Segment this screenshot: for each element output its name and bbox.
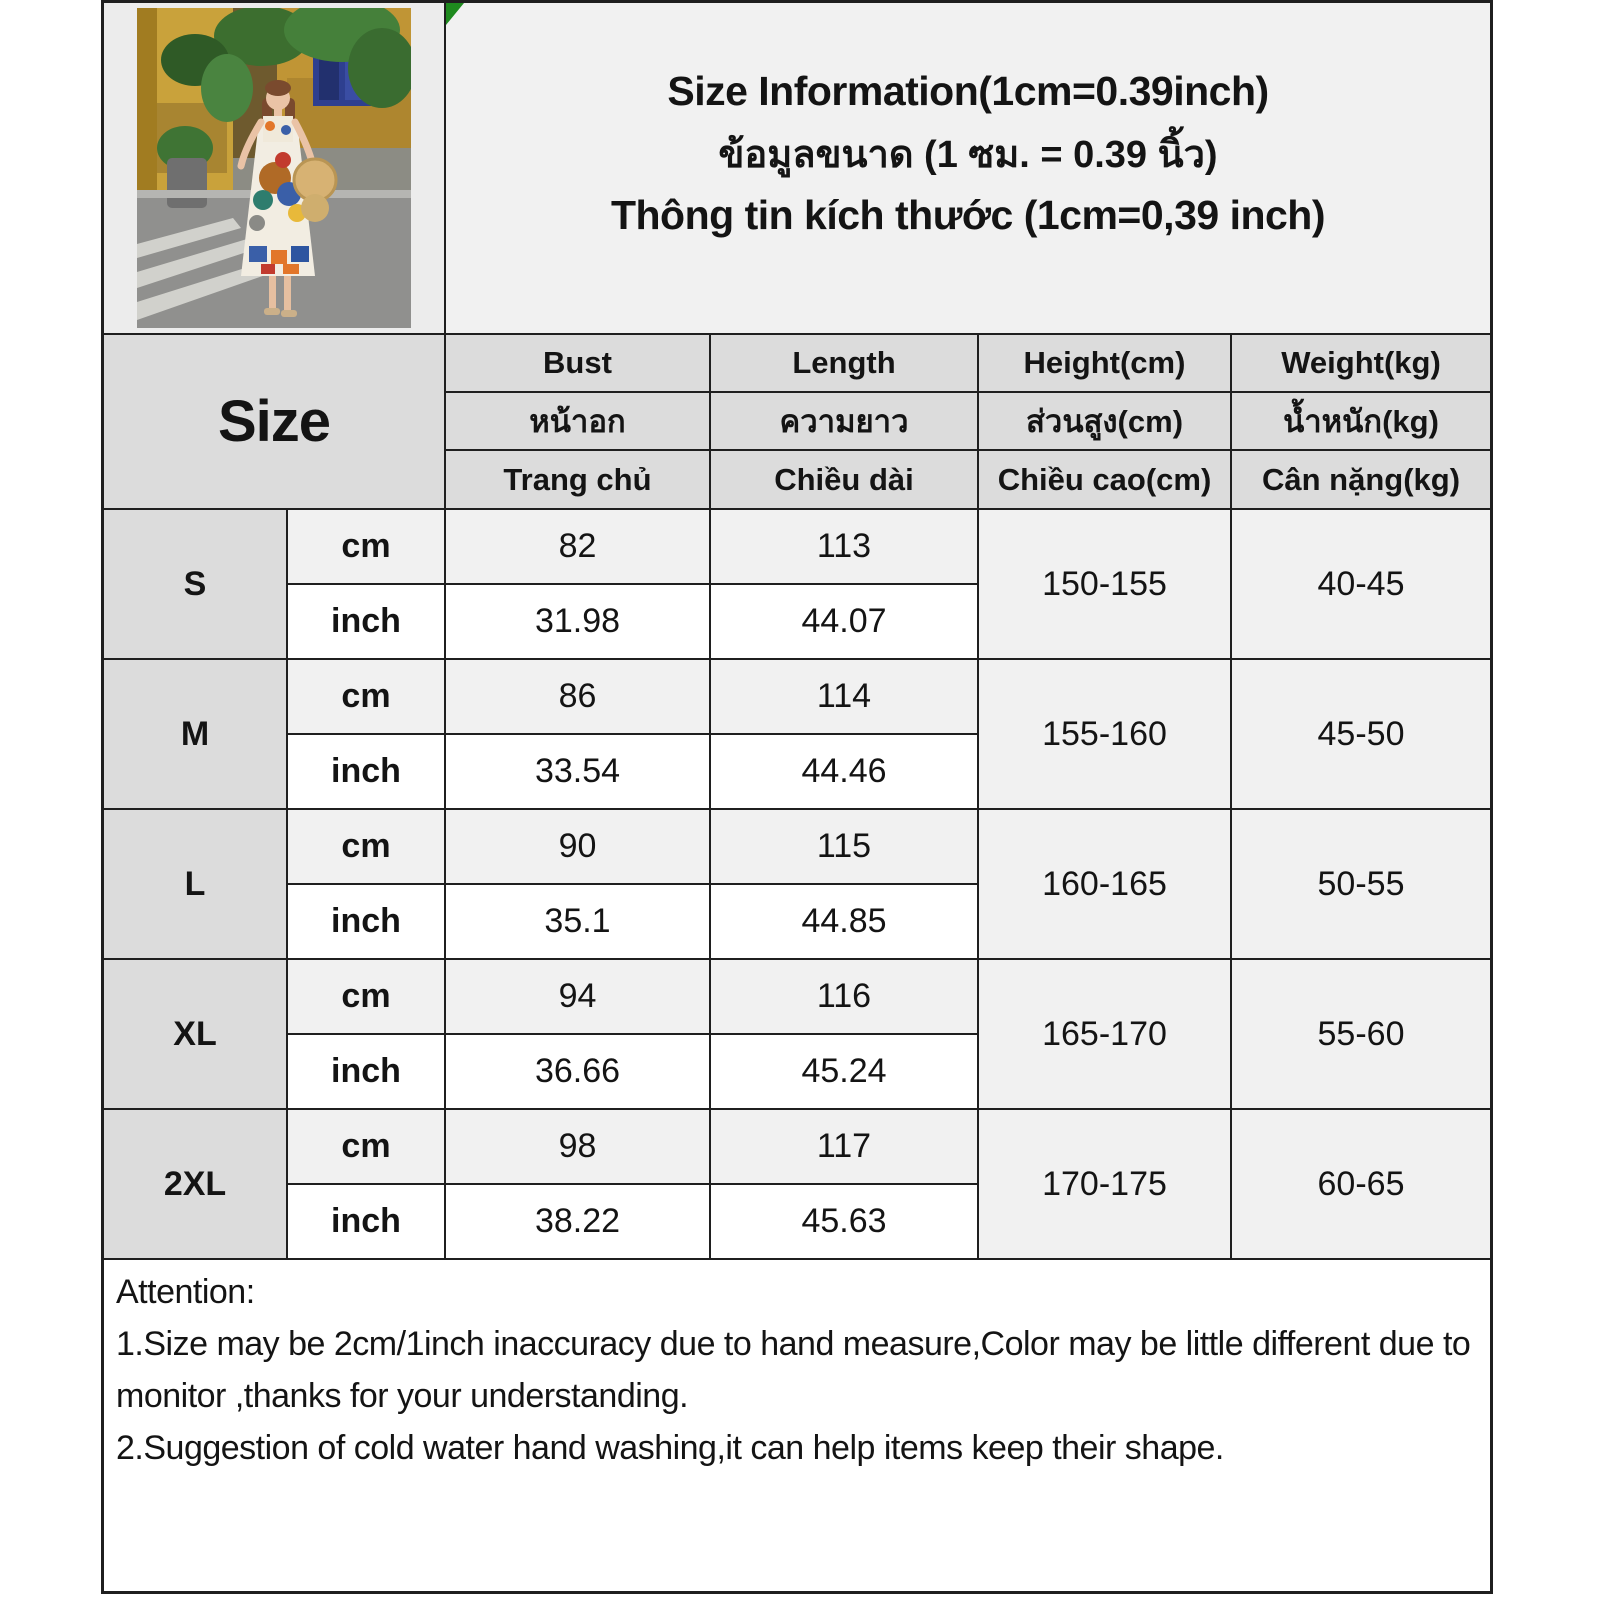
length-inch-value: 44.85 [711,885,977,958]
product-photo [137,8,411,328]
header-bust-th: หน้าอก [446,393,709,449]
bust-cm-value: 90 [446,810,709,883]
title-english: Size Information(1cm=0.39inch) [667,67,1269,114]
length-cm-value: 116 [711,960,977,1033]
unit-cm-label: cm [288,1110,444,1183]
length-inch-value: 45.24 [711,1035,977,1108]
product-photo-cell [104,3,444,333]
size-chart-sheet [101,0,1493,1594]
length-cm-value: 117 [711,1110,977,1183]
title-thai: ข้อมูลขนาด (1 ซม. = 0.39 นิ้ว) [718,133,1218,176]
unit-inch-label: inch [288,585,444,658]
attention-notes [104,1260,1490,1591]
header-height-en: Height(cm) [979,335,1230,391]
bust-cm-value: 86 [446,660,709,733]
size-row-l [104,810,1490,958]
weight-range: 45-50 [1232,660,1490,808]
header-bust-en: Bust [446,335,709,391]
size-label: M [104,660,286,808]
size-label: XL [104,960,286,1108]
unit-inch-label: inch [288,1035,444,1108]
size-label: S [104,510,286,658]
unit-cm-label: cm [288,660,444,733]
attention-item-1: 1.Size may be 2cm/1inch inaccuracy due to hand measure,Color may be little different due to monitor ,thanks for your understanding. [116,1325,1471,1415]
height-range: 150-155 [979,510,1230,658]
product-photo-illustration [137,8,411,328]
length-inch-value: 44.07 [711,585,977,658]
bust-inch-value: 35.1 [446,885,709,958]
size-row-2xl [104,1110,1490,1258]
header-length-en: Length [711,335,977,391]
height-range: 165-170 [979,960,1230,1108]
size-row-xl [104,960,1490,1108]
bust-inch-value: 31.98 [446,585,709,658]
header-length-th: ความยาว [711,393,977,449]
height-range: 160-165 [979,810,1230,958]
weight-range: 60-65 [1232,1110,1490,1258]
unit-cm-label: cm [288,510,444,583]
header-weight-vi: Cân nặng(kg) [1232,451,1490,508]
table-header [104,335,1490,508]
unit-cm-label: cm [288,960,444,1033]
header-weight-en: Weight(kg) [1232,335,1490,391]
size-label: 2XL [104,1110,286,1258]
header-weight-th: น้ำหนัก(kg) [1232,393,1490,449]
weight-range: 55-60 [1232,960,1490,1108]
bust-cm-value: 82 [446,510,709,583]
unit-inch-label: inch [288,735,444,808]
header-bust-vi: Trang chủ [446,451,709,508]
title-cell [446,3,1490,333]
unit-inch-label: inch [288,1185,444,1258]
bust-inch-value: 36.66 [446,1035,709,1108]
size-label: L [104,810,286,958]
header-height-th: ส่วนสูง(cm) [979,393,1230,449]
length-inch-value: 44.46 [711,735,977,808]
height-range: 170-175 [979,1110,1230,1258]
bust-cm-value: 98 [446,1110,709,1183]
bust-inch-value: 33.54 [446,735,709,808]
corner-flag-icon [446,3,464,25]
weight-range: 40-45 [1232,510,1490,658]
title-vietnamese: Thông tin kích thước (1cm=0,39 inch) [610,191,1326,238]
bust-cm-value: 94 [446,960,709,1033]
size-row-m [104,660,1490,808]
length-cm-value: 114 [711,660,977,733]
attention-item-2: 2.Suggestion of cold water hand washing,it can help items keep their shape. [116,1429,1224,1467]
top-section [104,3,1490,333]
unit-inch-label: inch [288,885,444,958]
attention-heading: Attention: [116,1273,255,1311]
weight-range: 50-55 [1232,810,1490,958]
size-row-s [104,510,1490,658]
length-inch-value: 45.63 [711,1185,977,1258]
header-height-vi: Chiều cao(cm) [979,451,1230,508]
size-header-cell: Size [104,335,444,508]
bust-inch-value: 38.22 [446,1185,709,1258]
height-range: 155-160 [979,660,1230,808]
header-length-vi: Chiều dài [711,451,977,508]
unit-cm-label: cm [288,810,444,883]
length-cm-value: 115 [711,810,977,883]
length-cm-value: 113 [711,510,977,583]
